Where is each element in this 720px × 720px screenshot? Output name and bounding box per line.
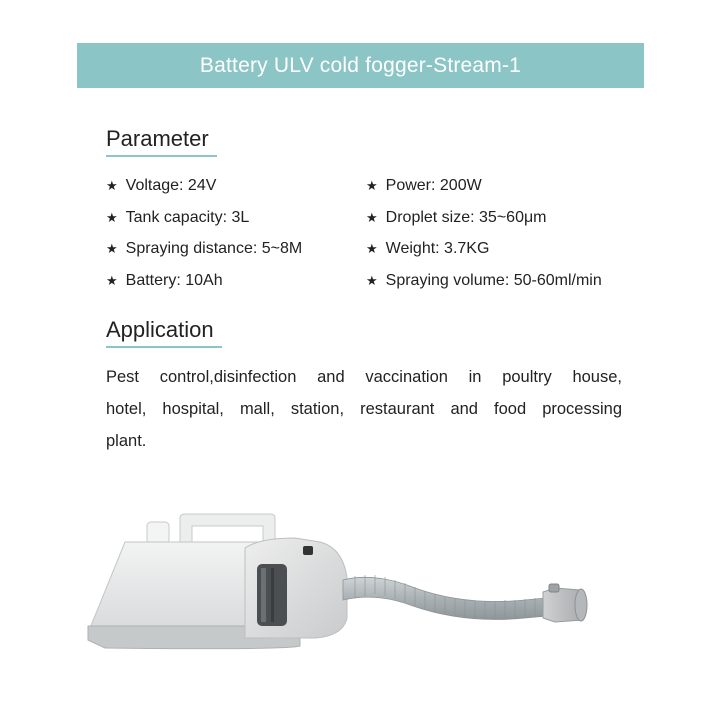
title-banner <box>77 43 644 88</box>
application-line: hotel, hospital, mall, station, restaurant and food processing <box>106 400 622 418</box>
param-text: Weight: 3.7KG <box>385 240 490 257</box>
param-text: Spraying volume: 50-60ml/min <box>385 272 602 289</box>
star-icon: ★ <box>366 178 378 193</box>
param-text: Voltage: 24V <box>125 177 217 194</box>
param-droplet-size <box>366 209 547 227</box>
product-title: Battery ULV cold fogger-Stream-1 <box>199 53 522 77</box>
param-text: Spraying distance: 5~8M <box>125 240 303 257</box>
param-weight <box>366 240 489 258</box>
application-line: plant. <box>106 432 147 450</box>
param-text: Tank capacity: 3L <box>125 209 250 226</box>
param-text: Power: 200W <box>385 177 482 194</box>
switch-shape <box>303 546 313 555</box>
parameter-heading: Parameter <box>106 126 217 157</box>
star-icon: ★ <box>106 241 118 256</box>
param-spraying-volume <box>366 272 602 290</box>
application-heading: Application <box>106 317 222 348</box>
param-text: Droplet size: 35~60μm <box>385 209 547 226</box>
star-icon: ★ <box>366 210 378 225</box>
param-text: Battery: 10Ah <box>125 272 223 289</box>
param-power <box>366 177 482 195</box>
param-spraying-distance <box>106 240 302 258</box>
param-tank-capacity <box>106 209 249 227</box>
application-description <box>106 361 622 457</box>
application-line: Pest control,disinfection and vaccination in poultry house, <box>106 368 622 386</box>
star-icon: ★ <box>106 210 118 225</box>
star-icon: ★ <box>106 273 118 288</box>
tank-cap-shape <box>147 522 169 544</box>
star-icon: ★ <box>366 241 378 256</box>
param-battery <box>106 272 223 290</box>
star-icon: ★ <box>366 273 378 288</box>
param-voltage <box>106 177 216 195</box>
fogger-product-image <box>85 508 605 658</box>
star-icon: ★ <box>106 178 118 193</box>
